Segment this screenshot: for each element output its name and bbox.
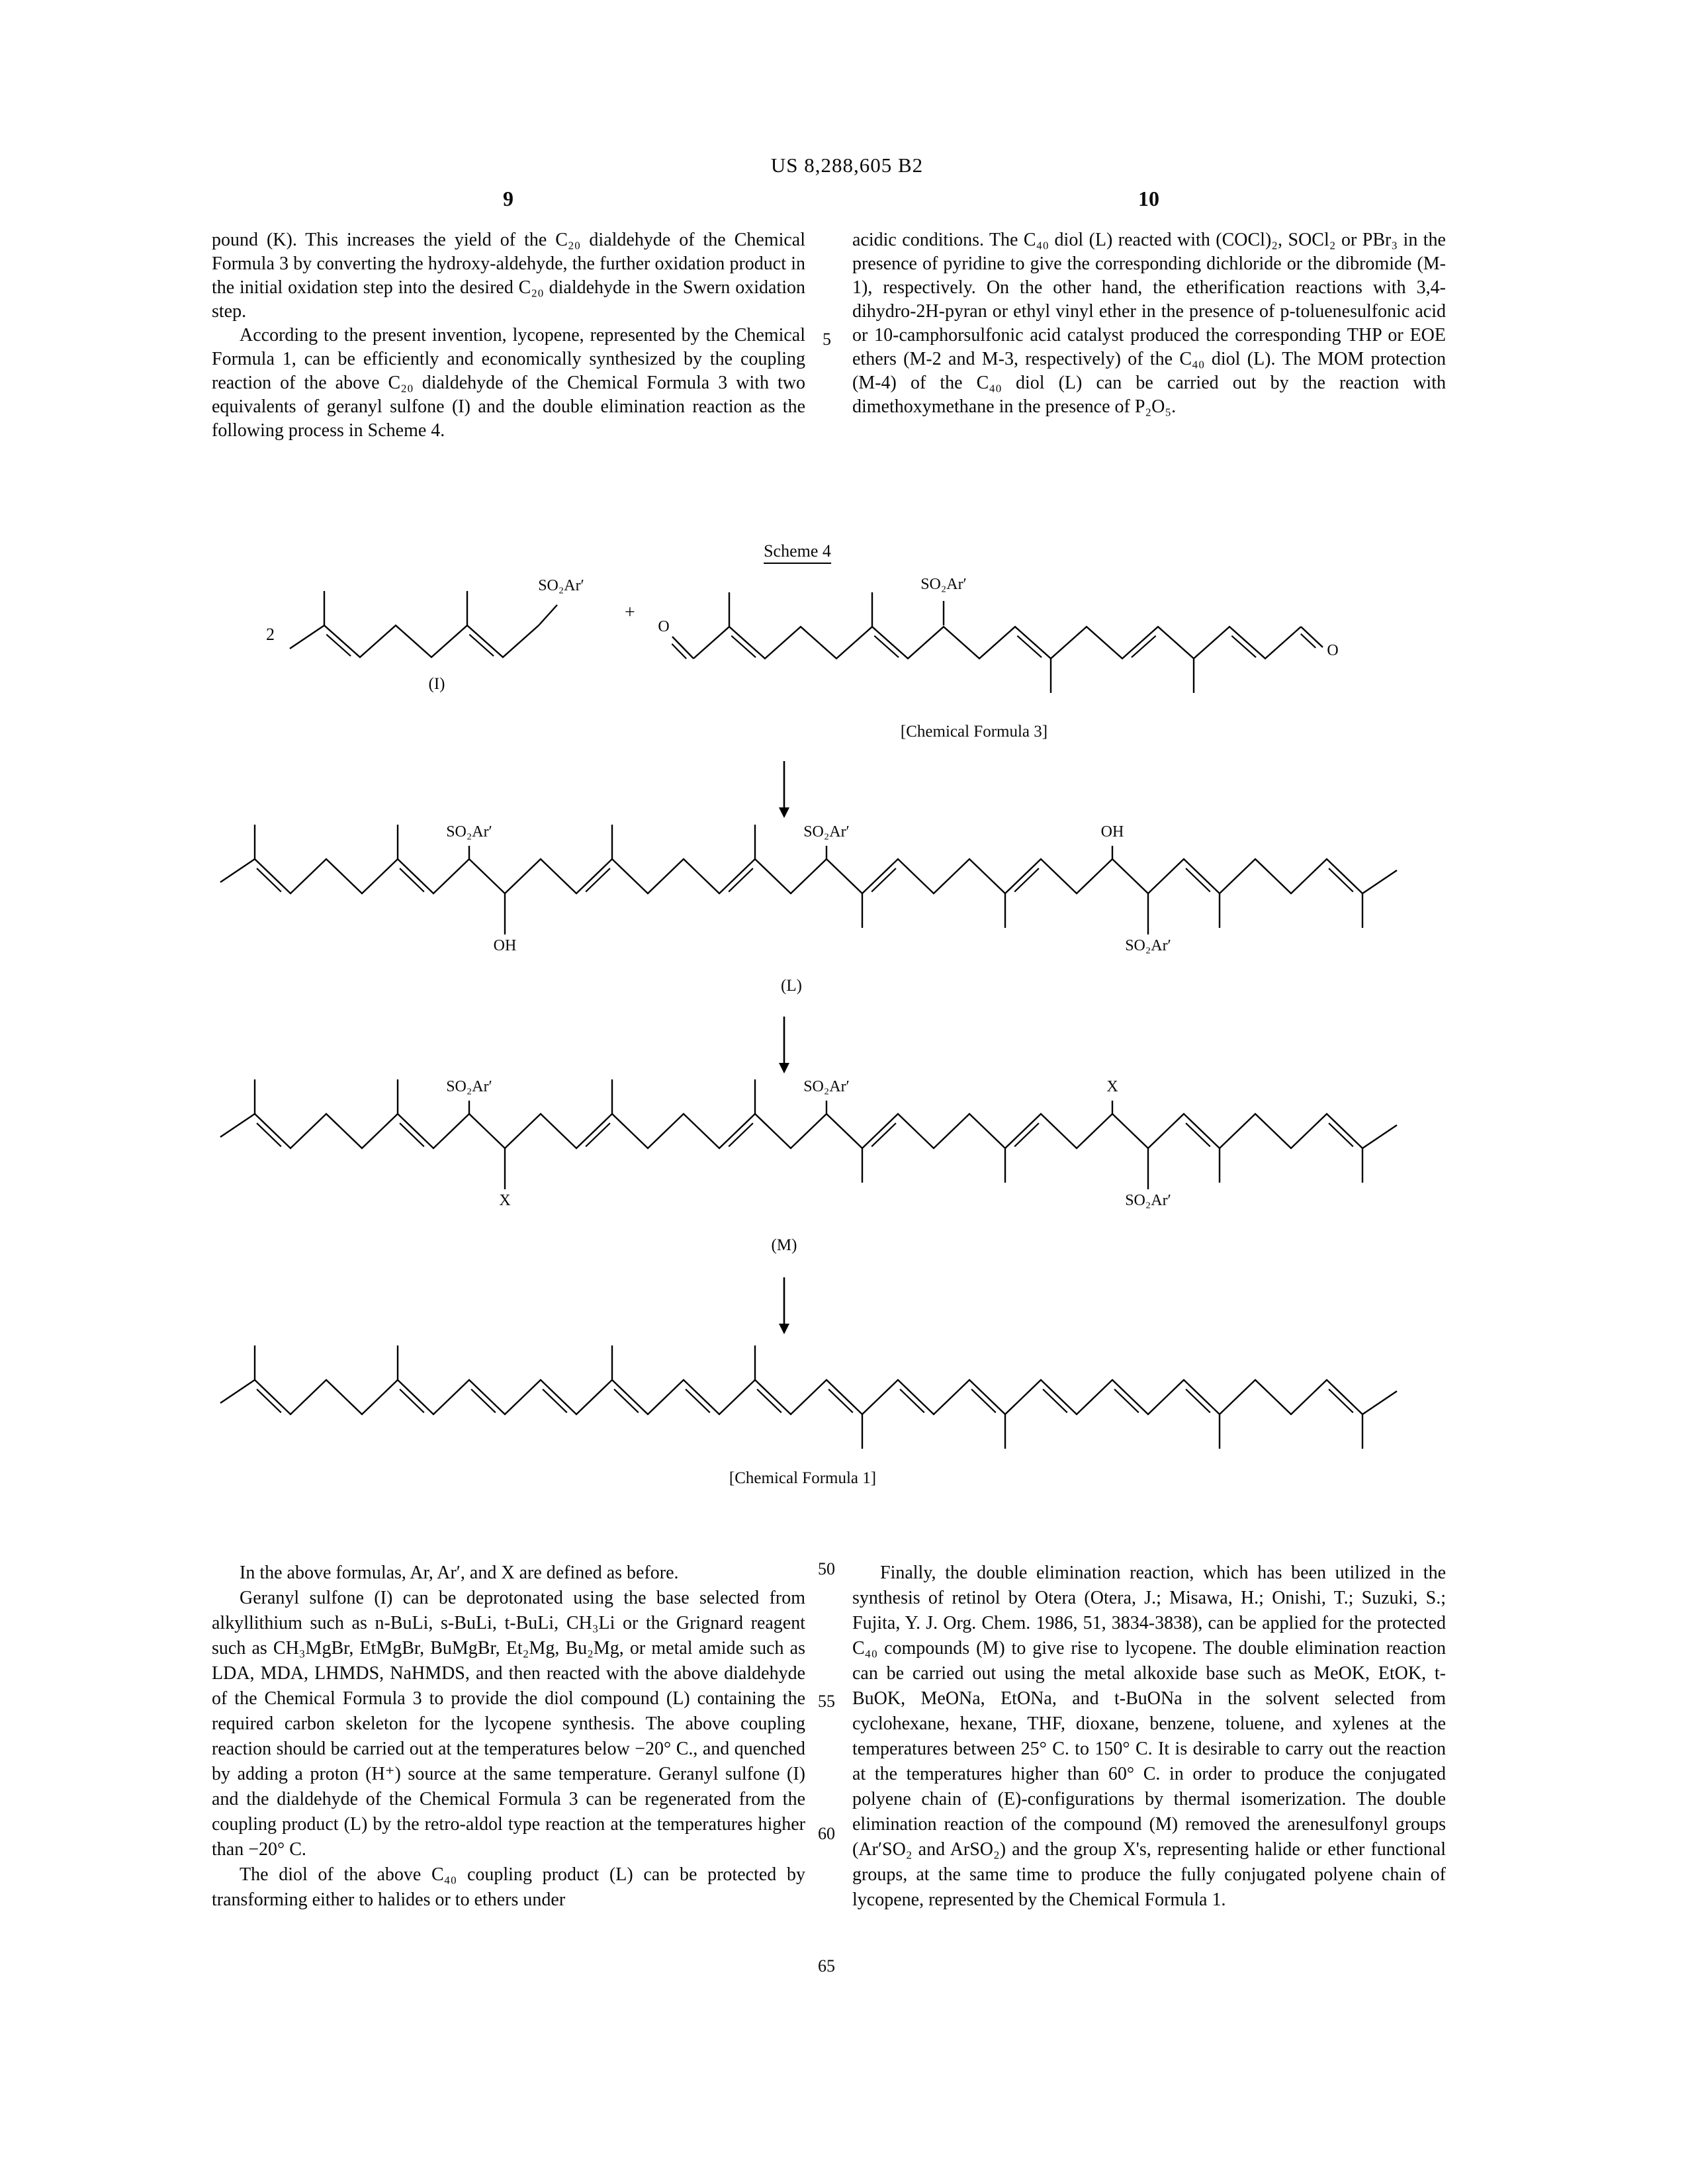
paragraph: Geranyl sulfone (I) can be deprotonated using the base selected from alkyllithium such as n-BuLi, s-BuLi, t-BuLi, CH₃Li or the Grignard reagent such as CH₃MgBr, EtMgBr, BuMgBr, Et₂Mg, Bu₂Mg, or metal amide such as LDA, MDA, LHMDS, NaHMDS, and then reacted with the above dialdehyde of the Chemical Formula 3 to provide the diol compound (L) containing the required carbon skeleton for the lycopene synthesis. The above coupling reaction should be carried out at the temperatures below −20° C., and quenched by adding a proton (H⁺) source at the same temperature. Geranyl sulfone (I) and the dialdehyde of the Chemical Formula 3 can be regenerated from the coupling product (L) by the retro-aldol type reaction at the temperatures higher than −20° C. bbox=[212, 1588, 805, 1860]
column-number-left: 9 bbox=[503, 187, 513, 210]
paragraph: According to the present invention, lycopene, represented by the Chemical Formula 1, can be efficiently and economically synthesized by the coupling reaction of the above C₂₀ dialdehyde of the Chemical Formula 3 with two equivalents of geranyl sulfone (I) and the double elimination reaction as the following process in Scheme 4. bbox=[212, 325, 805, 441]
x-substituent-label-M-top: X bbox=[1106, 1078, 1118, 1095]
caption-chemical-formula-3: [Chemical Formula 3] bbox=[900, 723, 1048, 741]
structure-geranyl-sulfone bbox=[290, 591, 557, 657]
sulfone-label-L-1: SO₂Ar′ bbox=[446, 823, 492, 841]
sulfone-label-L-2: SO₂Ar′ bbox=[803, 823, 850, 841]
reaction-arrow-2 bbox=[779, 1017, 789, 1073]
sulfone-label-L-3: SO₂Ar′ bbox=[1125, 937, 1171, 954]
sulfone-label-M-2: SO₂Ar′ bbox=[803, 1078, 850, 1095]
line-number-50: 50 bbox=[818, 1559, 835, 1578]
paragraph: Finally, the double elimination reaction, which has been utilized in the synthesis of retinol by Otera (Otera, J.; Misawa, H.; Onishi, T.; Suzuki, S.; Fujita, Y. J. Org. Chem. 1986, 51, 3834-3838), can be applied for the protected C₄₀ compounds (M) to give rise to lycopene. The double elimination reaction can be carried out using the metal alkoxide base such as MeOK, EtOK, t-BuOK, MeONa, EtONa, and t-BuONa in the solvent selected from cyclohexane, hexane, THF, dioxane, benzene, toluene, and xylenes at the temperatures between 25° C. to 150° C. It is desirable to carry out the reaction at the temperatures higher than 60° C. in order to produce the conjugated polyene chain of (E)-configurations by thermal isomerization. The double elimination reaction of the compound (M) removed the arenesulfonyl groups (Ar′SO₂ and ArSO₂) and the group X's, representing halide or ether functional groups, at the same time to produce the fully conjugated polyene chain of lycopene, represented by the Chemical Formula 1. bbox=[852, 1563, 1446, 1910]
sulfone-label-cf3: SO₂Ar′ bbox=[920, 576, 967, 593]
sulfone-label-geranyl: SO₂Ar′ bbox=[538, 577, 584, 594]
scheme-title: Scheme 4 bbox=[764, 541, 831, 564]
caption-chemical-formula-1: [Chemical Formula 1] bbox=[729, 1469, 877, 1487]
x-substituent-label-M-bottom: X bbox=[499, 1192, 511, 1209]
bottom-left-column bbox=[212, 1561, 805, 1913]
caption-compound-I: (I) bbox=[428, 675, 445, 693]
line-number-5: 5 bbox=[823, 330, 831, 349]
aldehyde-oxygen-left: O bbox=[658, 618, 670, 635]
column-number-right: 10 bbox=[1138, 187, 1159, 210]
caption-compound-L: (L) bbox=[781, 977, 802, 995]
patent-number: US 8,288,605 B2 bbox=[770, 154, 924, 177]
paragraph: pound (K). This increases the yield of the C₂₀ dialdehyde of the Chemical Formula 3 by converting the hydroxy-aldehyde, the further oxidation product in the initial oxidation step into the desired C₂₀ dialdehyde in the Swern oxidation step. bbox=[212, 230, 805, 322]
paragraph: In the above formulas, Ar, Ar′, and X are defined as before. bbox=[240, 1563, 679, 1583]
line-number-65: 65 bbox=[818, 1956, 835, 1976]
hydroxyl-label-L-bottom: OH bbox=[493, 937, 517, 954]
sulfone-label-M-3: SO₂Ar′ bbox=[1125, 1192, 1171, 1209]
reaction-arrow-1 bbox=[779, 761, 789, 818]
line-number-60: 60 bbox=[818, 1824, 835, 1843]
structure-dialdehyde-cf3 bbox=[672, 592, 1323, 693]
structure-lycopene-cf1 bbox=[220, 1345, 1397, 1449]
caption-compound-M: (M) bbox=[771, 1236, 797, 1254]
paragraph: The diol of the above C₄₀ coupling product (L) can be protected by transforming either to halides or to ethers under bbox=[212, 1864, 805, 1910]
reaction-arrow-3 bbox=[779, 1277, 789, 1334]
plus-operator: + bbox=[625, 602, 635, 623]
bottom-right-column bbox=[852, 1561, 1446, 1913]
sulfone-label-M-1: SO₂Ar′ bbox=[446, 1078, 492, 1095]
stoichiometry-coefficient: 2 bbox=[266, 625, 275, 644]
paragraph: acidic conditions. The C₄₀ diol (L) reacted with (COCl)₂, SOCl₂ or PBr₃ in the presence of pyridine to give the corresponding dichloride or the dibromide (M-1), respectively. On the other hand, the etherification reactions with 3,4-dihydro-2H-pyran or ethyl vinyl ether in the presence of p-toluenesulfonic acid or 10-camphorsulfonic acid catalyst produced the corresponding THP or EOE ethers (M-2 and M-3, respectively) of the C₄₀ diol (L). The MOM protection (M-4) of the C₄₀ diol (L) can be carried out by the reaction with dimethoxymethane in the presence of P₂O₅. bbox=[852, 230, 1446, 417]
line-number-55: 55 bbox=[818, 1692, 835, 1711]
hydroxyl-label-L-top: OH bbox=[1100, 823, 1124, 841]
aldehyde-oxygen-right: O bbox=[1327, 642, 1339, 659]
